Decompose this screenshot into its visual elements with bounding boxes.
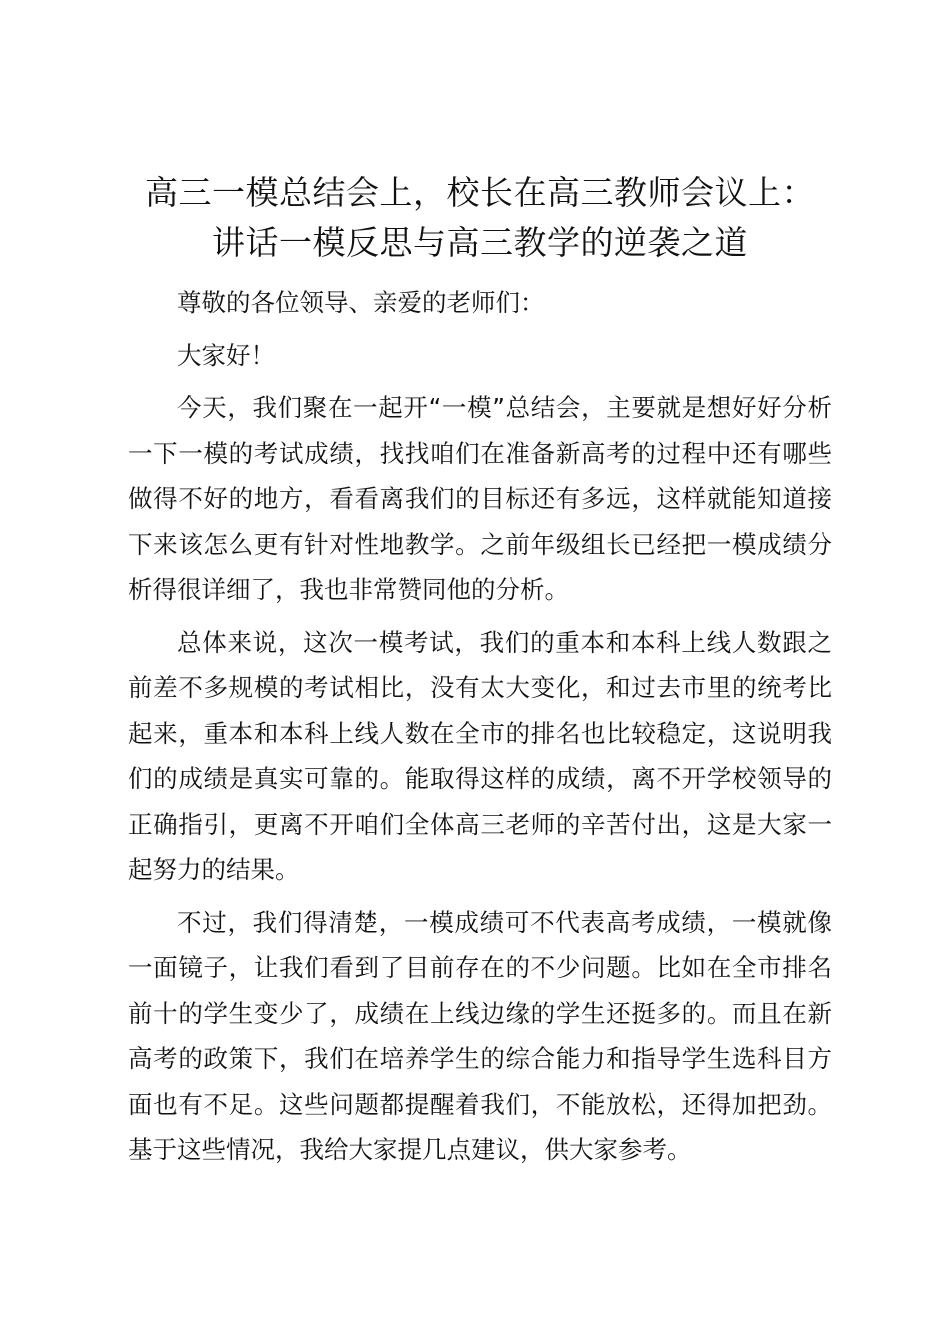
paragraph-intro: 今天，我们聚在一起开“一模”总结会，主要就是想好好分析一下一模的考试成绩，找找咱们在准备新高考的过程中还有哪些做得不好的地方，看看离我们的目标还有多远，这样就能知道接下来该怎么更有针对性地教学。之前年级组长已经把一模成绩分析得很详细了，我也非常赞同他的分析。 [128, 393, 832, 604]
paragraph-overall: 总体来说，这次一模考试，我们的重本和本科上线人数跟之前差不多规模的考试相比，没有太大变化，和过去市里的统考比起来，重本和本科上线人数在全市的排名也比较稳定，这说明我们的成绩是真实可靠的。能取得这样的成绩，离不开学校领导的正确指引，更离不开咱们全体高三老师的辛苦付出，这是大家一起努力的结果。 [128, 627, 832, 884]
document-page [128, 168, 832, 1180]
salutation: 尊敬的各位领导、亲爱的老师们： [177, 288, 545, 317]
paragraph-problems: 不过，我们得清楚，一模成绩可不代表高考成绩，一模就像一面镜子，让我们看到了目前存在的不少问题。比如在全市排名前十的学生变少了，成绩在上线边缘的学生还挺多的。而且在新高考的政策下，我们在培养学生的综合能力和指导学生选科目方面也有不足。这些问题都提醒着我们，不能放松，还得加把劲。基于这些情况，我给大家提几点建议，供大家参考。 [128, 907, 832, 1164]
greeting: 大家好！ [177, 340, 275, 370]
document-title [128, 168, 832, 268]
title-line-2: 讲话一模反思与高三教学的逆袭之道 [212, 223, 748, 262]
title-line-1: 高三一模总结会上，校长在高三教师会议上： [145, 173, 815, 212]
document-body [128, 280, 832, 1173]
